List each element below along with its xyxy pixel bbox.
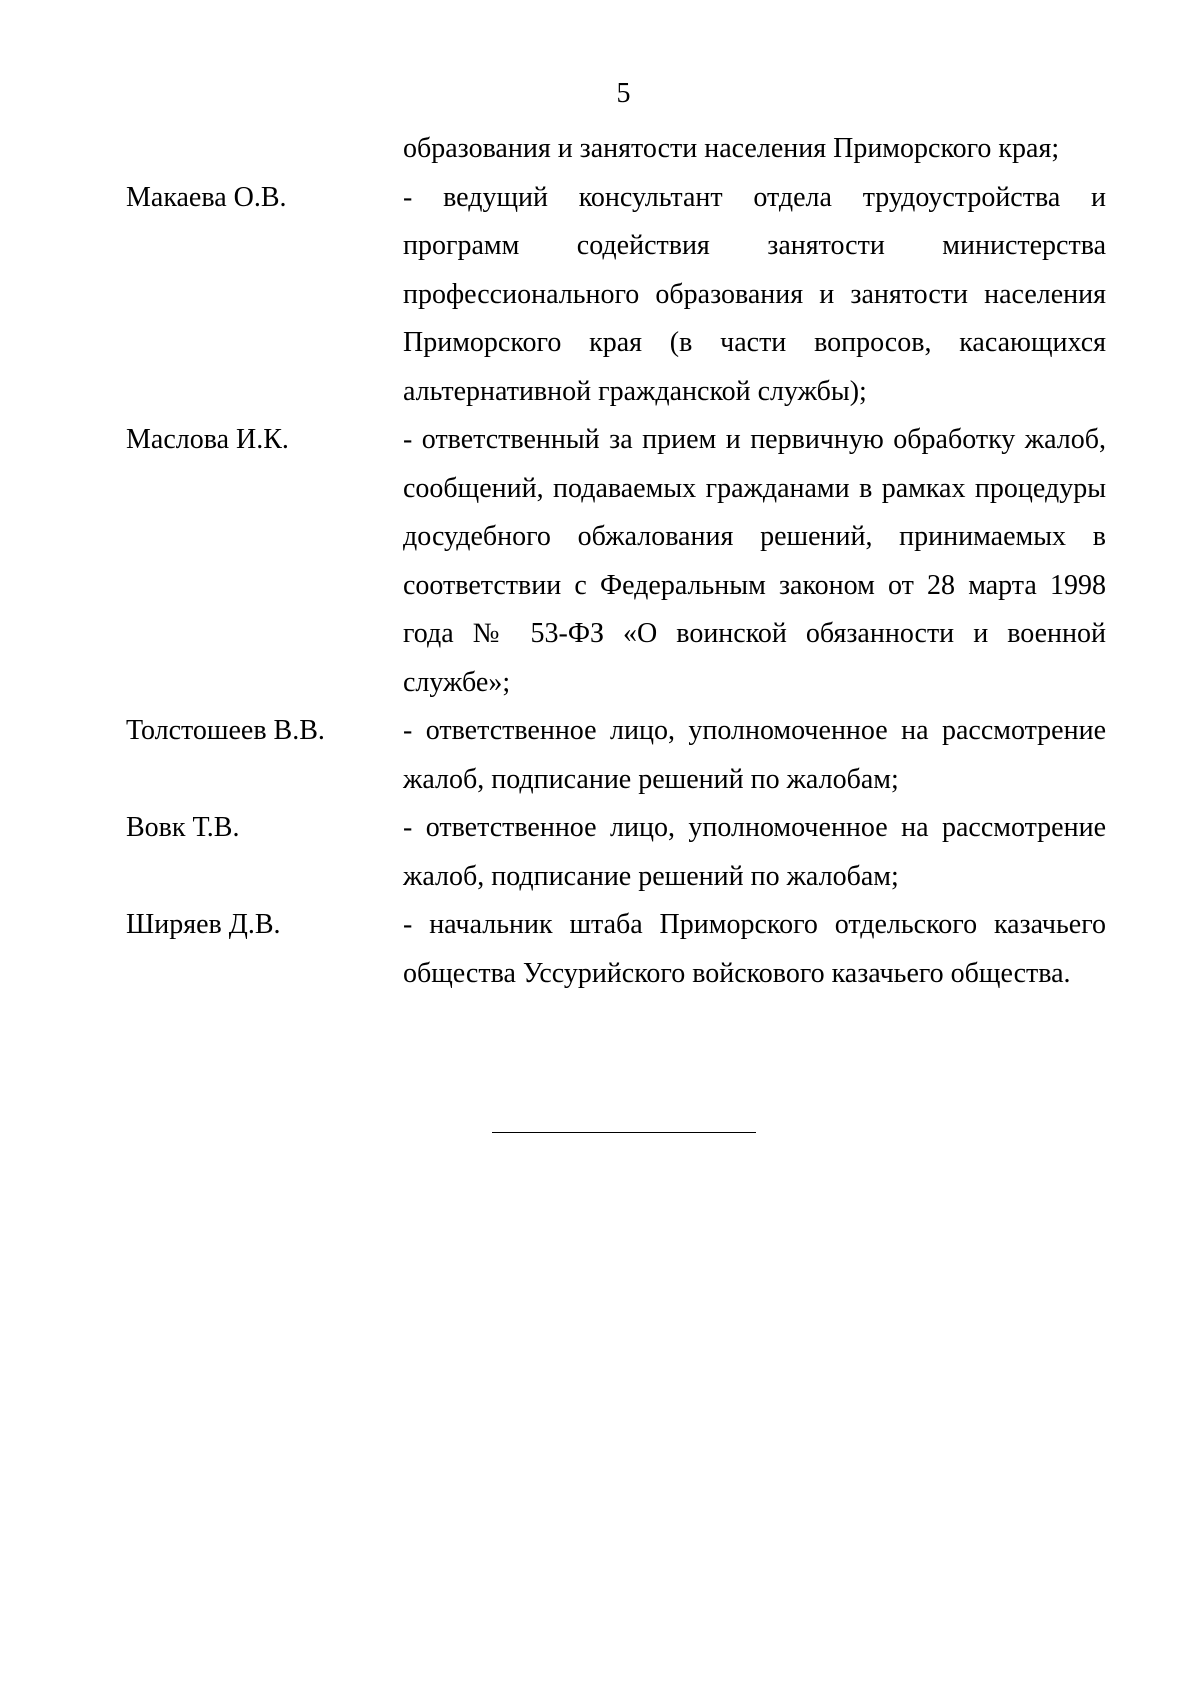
staff-entry bbox=[0, 901, 1200, 998]
staff-name: Маслова И.К. bbox=[126, 424, 289, 455]
staff-name: Вовк Т.В. bbox=[126, 812, 240, 843]
continued-role-text: образования и занятости населения Приморского края; bbox=[403, 133, 1060, 164]
continued-entry bbox=[0, 125, 1200, 174]
page-number: 5 bbox=[616, 78, 631, 109]
staff-role: - ответственный за прием и первичную обработку жалоб, сообщений, подаваемых гражданами в рамках процедуры досудебного обжалования решений, принимаемых в соответствии с Федеральным законом от 28 марта 1998 года № 53-ФЗ «О воинской обязанности и военной службе»; bbox=[403, 424, 1106, 698]
staff-entry bbox=[0, 707, 1200, 804]
staff-role: - начальник штаба Приморского отдельского казачьего общества Уссурийского войскового казачьего общества. bbox=[403, 909, 1106, 989]
staff-role: - ответственное лицо, уполномоченное на рассмотрение жалоб, подписание решений по жалобам; bbox=[403, 715, 1106, 795]
staff-role: - ответственное лицо, уполномоченное на рассмотрение жалоб, подписание решений по жалобам; bbox=[403, 812, 1106, 892]
staff-entry bbox=[0, 804, 1200, 901]
closing-divider-line bbox=[492, 1132, 756, 1133]
staff-name: Макаева О.В. bbox=[126, 181, 287, 213]
document-body bbox=[0, 125, 1200, 998]
staff-name: Ширяев Д.В. bbox=[126, 909, 281, 940]
staff-entry bbox=[0, 416, 1200, 707]
staff-role: - ведущий консультант отдела трудоустройства и программ содействия занятости министерства профессионального образования и занятости населения Приморского края (в части вопросов, касающихся альтернативной гражданской службы); bbox=[403, 181, 1106, 407]
staff-entry bbox=[0, 174, 1200, 417]
staff-name: Толстошеев В.В. bbox=[126, 715, 325, 746]
